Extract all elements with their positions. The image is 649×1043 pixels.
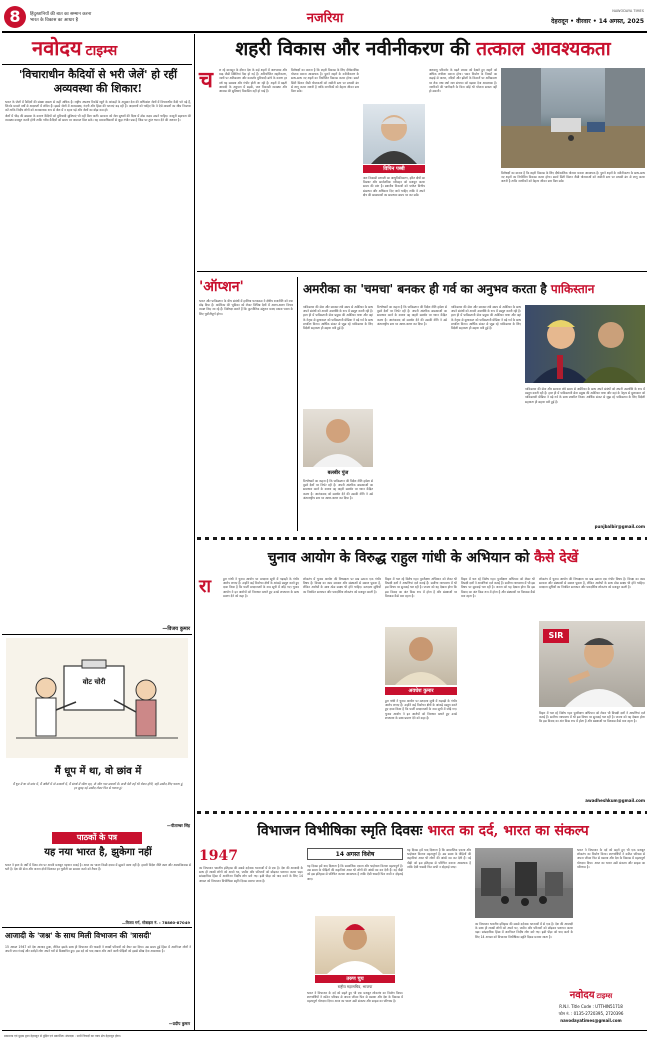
author-portrait bbox=[385, 627, 457, 685]
footer-logo bbox=[536, 990, 646, 1002]
rahul-photo bbox=[539, 621, 645, 707]
author-photo-vipin bbox=[363, 104, 425, 164]
letters-heading: पाठकों के पत्र bbox=[52, 832, 142, 844]
azadi-top-rule bbox=[2, 927, 192, 928]
azadi-text: 15 अगस्त 1947 को देश आजाद हुआ, लेकिन इसके साथ ही विभाजन की त्रासदी ने लाखों परिवारों को बेघर कर दिया। उस समय हुई हिंसा में अनगिनत लोगों ने अपनी जान गंवाई और करोड़ों लोग अपने घरों से विस्थापित हुए। इस दर्द को याद रखना और आने वाली पीढ़ियों को इससे सीख देना आवश्यक है। bbox=[5, 945, 191, 954]
rahul-bottom-dots bbox=[197, 811, 647, 814]
poem-title: मैं धूप में था, वो छांव में bbox=[54, 766, 142, 777]
rahul-col-1: हुल गांधी ने चुनाव आयोग पर मतदाता सूची में गड़बड़ी के गंभीर आरोप लगाए हैं। उन्होंने कई निर्वाचन क्षेत्रों के आंकड़े प्रस्तुत करते हुए दावा किया है कि फर्जी मतदाताओं के नाम सूची में जोड़े गए। चुनाव आयोग ने इन आरोपों को निराधार बताते हुए उनसे शपथपत्र के साथ प्रमाण देने को कहा है। bbox=[223, 577, 299, 598]
main-headline-red: तत्काल आवश्यकता bbox=[476, 38, 611, 60]
main-col-2: विशेषज्ञों का मानना है कि शहरी विकास के लिए दीर्घकालिक योजना बनाना आवश्यक है। पुराने शहरों के नवीनीकरण के साथ-साथ नए शहरों का नियोजित विकास करना होगा। स्मार्ट सिटी मिशन जैसी योजनाओं को जमीनी स्तर पर प्रभावी ढंग से लागू करना जरूरी है ताकि नागरिकों को बेहतर जीवन स्तर मिल सके। bbox=[291, 68, 359, 94]
footer-rni: R.N.I. Title Code : UTTHIN51718 bbox=[559, 1004, 623, 1009]
column-logo bbox=[32, 36, 172, 63]
footer-email[interactable]: navodayatimes@gmail.com bbox=[560, 1018, 622, 1023]
header-logo-right: NAWODAYA TIMES bbox=[612, 9, 644, 13]
left-body-1 bbox=[5, 100, 191, 340]
footer-masthead bbox=[536, 990, 646, 1030]
vibhajan-col-2a: यह दिवस हमें याद दिलाता है कि सामाजिक एकता और भाईचारा कितना महत्वपूर्ण है। उस समय के पीड़ितों की कहानियां आज भी लोगों की आंखें नम कर देती हैं। नई पीढ़ी को इस इतिहास से परिचित कराना आवश्यक है ताकि ऐसी त्रासदी फिर कभी न दोहराई जाए। bbox=[307, 864, 403, 881]
vibhajan-col-2b: भारत ने विभाजन के दर्द को सहते हुए भी एक मजबूत लोकतंत्र का निर्माण किया। शरणार्थियों ने कठिन परिश्रम से अपना जीवन फिर से बसाया और देश के विकास में महत्वपूर्ण योगदान दिया। आज का भारत उसी संकल्प और साहस का परिणाम है। bbox=[307, 991, 403, 1004]
vibhajan-col-4: का विभाजन भारतीय इतिहास की सबसे दर्दनाक घटनाओं में से एक है। देश की आजादी के साथ ही लाखों लोगों को अपने घर, जमीन और परिजनों को छोड़कर पलायन करना पड़ा। सांप्रदायिक हिंसा में अनगिनत निर्दोष लोग मारे गए। इसी पीड़ा को याद करने के लिए 14 अगस्त को विभाजन विभीषिका स्मृति दिवस मनाया जाता है। bbox=[475, 922, 573, 939]
rahul-article bbox=[197, 543, 647, 808]
vibhajan-tag: 14 अगस्त विशेष bbox=[307, 848, 403, 860]
left-byline: —विजय कुमार bbox=[162, 626, 190, 632]
author-name-awadhesh: अवधेश कुमार bbox=[385, 687, 457, 695]
vibhajan-headline-red: भारत का दर्द, भारत का संकल्प bbox=[427, 823, 589, 839]
left-body-2-text: जेलों में भीड़ की समस्या के कारण कैदियों को बुनियादी सुविधाएं भी नहीं मिल पातीं। सरकार को जेल सुधारों की दिशा में ठोस कदम उठाने चाहिए। कानूनी सहायता की व्यवस्था मजबूत करनी होगी ताकि गरीब कैदियों को समय पर जमानत मिल सके। यह मानवाधिकारों से जुड़ा गंभीर प्रश्न है जिस पर तुरंत ध्यान देने की जरूरत है। bbox=[5, 113, 191, 122]
rahul-headline-red: कैसे देखें bbox=[534, 550, 579, 566]
flood-photo bbox=[501, 68, 645, 168]
page-header bbox=[0, 0, 649, 32]
left-column bbox=[2, 34, 192, 1039]
header-tagline-2: भारत के विकास का आधार है bbox=[30, 18, 79, 23]
author-photo-awadhesh bbox=[385, 627, 457, 685]
header-rule bbox=[2, 31, 647, 33]
azadi-title: आजादी के 'जश्न' के साथ मिली विभाजन की 'त्रासदी' bbox=[5, 931, 152, 940]
letters-title: यह नया भारत है, झुकेगा नहीं bbox=[44, 847, 152, 858]
vibhajan-year: 1947 bbox=[199, 848, 238, 864]
rahul-dropcap: रा bbox=[199, 576, 212, 597]
page-number: 8 bbox=[9, 7, 21, 26]
america-headline-red: पाकिस्तान bbox=[550, 282, 595, 296]
aapsh-label: 'ऑप्शन' bbox=[199, 279, 244, 295]
sir-badge: SIR bbox=[543, 629, 569, 643]
leaders-scene bbox=[525, 305, 645, 383]
rahul-col-5b: बिहार में चल रहे विशेष गहन पुनरीक्षण अभियान को लेकर भी विपक्षी दलों ने आपत्तियां दर्ज कराई हैं। सर्वोच्च न्यायालय में भी इस विषय पर सुनवाई चल रही है। जनता को यह देखना होगा कि इस विवाद का अंत किस रूप में होता है और संस्थाओं पर विश्वास कैसे बना रहता है। bbox=[539, 711, 645, 724]
author-name-vipin: विपिन पब्बी bbox=[363, 165, 425, 173]
cartoon-label: वोट चोरी bbox=[82, 678, 106, 686]
footer-credits: प्रकाशक एवं मुद्रक द्वारा देहरादून से मुद्रित एवं प्रकाशित। संपादक : सभी विवादों का न्याय क्षेत्र देहरादून होगा। bbox=[4, 1034, 122, 1038]
poem-byline: —पीताम्बर सिंह bbox=[166, 823, 190, 828]
cartoon-drawing bbox=[6, 638, 188, 758]
column-logo-main: नवोदय bbox=[32, 36, 82, 60]
flood-scene bbox=[501, 68, 645, 168]
vibhajan-col-1: का विभाजन भारतीय इतिहास की सबसे दर्दनाक घटनाओं में से एक है। देश की आजादी के साथ ही लाखों लोगों को अपने घर, जमीन और परिजनों को छोड़कर पलायन करना पड़ा। सांप्रदायिक हिंसा में अनगिनत निर्दोष लोग मारे गए। इसी पीड़ा को याद करने के लिए 14 अगस्त को विभाजन विभीषिका स्मृति दिवस मनाया जाता है। bbox=[199, 866, 303, 883]
azadi-byline: —प्रदीप कुमार bbox=[168, 1021, 190, 1026]
america-headline bbox=[303, 277, 647, 301]
author-portrait bbox=[363, 104, 425, 164]
rahul-headline bbox=[201, 545, 645, 571]
left-headline: 'विचाराधीन कैदियों से भरी जेलें' हो रहीं अव्यवस्था की शिकार! bbox=[19, 68, 177, 95]
section-label: नजरिया bbox=[306, 11, 344, 26]
america-col-2: विश्लेषकों का कहना है कि पाकिस्तान की विदेश नीति हमेशा से दूसरे देशों पर निर्भर रही है। अपनी आंतरिक समस्याओं का समाधान करने के बजाय वह बाहरी समर्थन पर ध्यान केंद्रित करता है। आतंकवाद को समर्थन देने की उसकी नीति ने उसे अंतरराष्ट्रीय स्तर पर अलग-थलग कर दिया है। bbox=[377, 305, 447, 326]
america-col-4 bbox=[525, 387, 645, 523]
author-photo-balbir bbox=[303, 409, 373, 467]
main-col-3: जल निकासी प्रणाली का आधुनिकीकरण, हरित क्षेत्रों का विस्तार और सार्वजनिक परिवहन को मजबूत करना समय की मांग है। स्थानीय निकायों को पर्याप्त वित्तीय संसाधन और अधिकार दिए जाने चाहिए ताकि वे अपने क्षेत्र की समस्याओं का समाधान समय पर कर सकें। bbox=[363, 176, 425, 197]
footer-phone: फोन नं. : 0135-2720395, 2720396 bbox=[558, 1011, 624, 1016]
main-article-bottom-rule bbox=[197, 271, 647, 272]
america-article bbox=[197, 273, 647, 535]
author-name-tarun: तरुण चुघ bbox=[315, 975, 395, 983]
aapsh-box bbox=[199, 277, 293, 531]
main-article bbox=[197, 34, 647, 270]
main-col-1: ल रहे मानसून के दौरान देश के कई शहरों में जलभराव और बाढ़ जैसी स्थितियां पैदा हो गई हैं। अनियोजित शहरीकरण, नालों पर अतिक्रमण और कमजोर बुनियादी ढांचे के कारण हर वर्ष यह समस्या और गंभीर होती जा रही है। शहरों में बढ़ती आबादी के अनुपात में सड़कें, जल निकासी व्यवस्था और आवास की सुविधाएं विकसित नहीं हो पाई हैं। bbox=[219, 68, 287, 94]
main-col-5-text: विशेषज्ञों का मानना है कि शहरी विकास के लिए दीर्घकालिक योजना बनाना आवश्यक है। पुराने शहरों के नवीनीकरण के साथ-साथ नए शहरों का नियोजित विकास करना होगा। स्मार्ट सिटी मिशन जैसी योजनाओं को जमीनी स्तर पर प्रभावी ढंग से लागू करना जरूरी है ताकि नागरिकों को बेहतर जीवन स्तर मिल सके। bbox=[501, 171, 645, 184]
author-name-balbir: बलबीर पुंज bbox=[327, 470, 349, 476]
footer-logo-main: नवोदय bbox=[569, 990, 595, 1001]
left-body-1-text: भारत के जेलों में कैदियों की संख्या क्षमता से कहीं अधिक है। राष्ट्रीय अपराध रिकॉर्ड ब्यूरो के आंकड़ों के अनुसार देश की अधिकांश जेलों में विचाराधीन कैदी भरे पड़े हैं, जिनके मामले वर्षों से अदालतों में लंबित हैं। इससे जेलों में अव्यवस्था, गंदगी और हिंसा की घटनाएं बढ़ रही हैं। अदालतों को चाहिए कि वे ऐसे मामलों का शीघ्र निपटारा करें ताकि निर्दोष लोगों को अनावश्यक रूप से जेल में न रहना पड़े और जेलों का बोझ कम हो। bbox=[5, 100, 191, 113]
main-dropcap: च bbox=[199, 67, 213, 93]
america-col-4-text: पाकिस्तान की सेना और सरकार लंबे समय से अमेरिका के साथ अपने संबंधों को अपनी उपलब्धि के रूप में प्रस्तुत करती रही है। हाल ही में पाकिस्तानी सेना प्रमुख की अमेरिका यात्रा और वहां के नेतृत्व से मुलाकात को पाकिस्तानी मीडिया ने बड़े गर्व के साथ प्रचारित किया। आर्थिक संकट से जूझ रहे पाकिस्तान के लिए विदेशी सहायता ही सहारा बनी हुई है। bbox=[525, 387, 645, 404]
rahul-col-3a: बिहार में चल रहे विशेष गहन पुनरीक्षण अभियान को लेकर भी विपक्षी दलों ने आपत्तियां दर्ज कराई हैं। सर्वोच्च न्यायालय में भी इस विषय पर सुनवाई चल रही है। जनता को यह देखना होगा कि इस विवाद का अंत किस रूप में होता है और संस्थाओं पर विश्वास कैसे बना रहता है। bbox=[385, 577, 457, 598]
partition-photo bbox=[475, 848, 573, 918]
left-column-divider bbox=[194, 34, 195, 1030]
main-col-5 bbox=[501, 171, 645, 268]
letters-byline: —विजय गर्ग, मोबाइल नं. : 78860-87049 bbox=[121, 920, 190, 925]
main-col-4: जलवायु परिवर्तन के बढ़ते प्रभाव को देखते हुए शहरों को अधिक लचीला बनाना होगा। भवन निर्माण के नियमों का कड़ाई से पालन, नदियों और झीलों के किनारों पर अतिक्रमण पर रोक तथा वर्षा जल संचयन को बढ़ावा देना आवश्यक है। नागरिकों की भागीदारी के बिना कोई भी योजना सफल नहीं हो सकती। bbox=[429, 68, 497, 94]
cartoon bbox=[6, 638, 188, 758]
author-portrait bbox=[315, 916, 395, 974]
logo-rule bbox=[2, 64, 192, 65]
column-logo-suffix: टाइम्स bbox=[85, 43, 118, 59]
aapsh-text: भारत और पाकिस्तान के बीच संबंधों में हालिया घटनाक्रम ने क्षेत्रीय राजनीति को नया मोड़ दिया है। अमेरिका की भूमिका को लेकर विभिन्न देशों में अलग-अलग विचार व्यक्त किए जा रहे हैं। विशेषज्ञ मानते हैं कि कूटनीतिक संतुलन बनाए रखना भारत के लिए चुनौतीपूर्ण होगा। bbox=[199, 299, 293, 316]
america-headline-black: अमरीका का 'चमचा' बनकर ही गर्व का अनुभव करता है bbox=[303, 282, 547, 296]
aapsh-divider bbox=[297, 277, 298, 531]
cartoon-top-rule bbox=[2, 634, 192, 635]
header-tagline-1: हिंदुस्तानियों की बात का सम्मान करना bbox=[30, 12, 92, 17]
vibhajan-headline bbox=[201, 818, 645, 844]
letters-text: भारत ने हाल के वर्षों में विश्व मंच पर अपनी मजबूत पहचान बनाई है। आज का भारत किसी दबाव में झुकने वाला नहीं है। हमारी विदेश नीति स्पष्ट और आत्मविश्वास से भरी है। देश की सेना और जनता दोनों मिलकर हर चुनौती का सामना करने को तैयार हैं। bbox=[5, 863, 191, 872]
footer bbox=[2, 1031, 647, 1043]
america-col-1: पाकिस्तान की सेना और सरकार लंबे समय से अमेरिका के साथ अपने संबंधों को अपनी उपलब्धि के रूप में प्रस्तुत करती रही है। हाल ही में पाकिस्तानी सेना प्रमुख की अमेरिका यात्रा और वहां के नेतृत्व से मुलाकात को पाकिस्तानी मीडिया ने बड़े गर्व के साथ प्रचारित किया। आर्थिक संकट से जूझ रहे पाकिस्तान के लिए विदेशी सहायता ही सहारा बनी हुई है। bbox=[303, 305, 373, 331]
vibhajan-headline-black: विभाजन विभीषिका स्मृति दिवसः bbox=[257, 823, 423, 839]
dateline: देहरादून • वीरवार • 14 अगस्त, 2025 bbox=[551, 18, 644, 25]
rahul-col-4: बिहार में चल रहे विशेष गहन पुनरीक्षण अभियान को लेकर भी विपक्षी दलों ने आपत्तियां दर्ज कराई हैं। सर्वोच्च न्यायालय में भी इस विषय पर सुनवाई चल रही है। जनता को यह देखना होगा कि इस विवाद का अंत किस रूप में होता है और संस्थाओं पर विश्वास कैसे बना रहता है। bbox=[461, 577, 535, 598]
rahul-email[interactable]: awadheshkum@gmail.com bbox=[585, 798, 645, 803]
america-col-3: पाकिस्तान की सेना और सरकार लंबे समय से अमेरिका के साथ अपने संबंधों को अपनी उपलब्धि के रूप में प्रस्तुत करती रही है। हाल ही में पाकिस्तानी सेना प्रमुख की अमेरिका यात्रा और वहां के नेतृत्व से मुलाकात को पाकिस्तानी मीडिया ने बड़े गर्व के साथ प्रचारित किया। आर्थिक संकट से जूझ रहे पाकिस्तान के लिए विदेशी सहायता ही सहारा बनी हुई है। bbox=[451, 305, 521, 331]
footer-logo-suffix: टाइम्स bbox=[596, 991, 613, 1000]
rahul-col-2: लोकतंत्र में चुनाव आयोग की निष्पक्षता पर प्रश्न उठाना एक गंभीर विषय है। विपक्ष का काम सरकार और संस्थाओं से सवाल पूछना है, लेकिन आरोपों के साथ ठोस साक्ष्य भी होने चाहिए। मतदाता सूचियों का नियमित सत्यापन और पारदर्शिता लोकतंत्र को मजबूत करती है। bbox=[303, 577, 381, 594]
america-col-1b: विश्लेषकों का कहना है कि पाकिस्तान की विदेश नीति हमेशा से दूसरे देशों पर निर्भर रही है। अपनी आंतरिक समस्याओं का समाधान करने के बजाय वह बाहरी समर्थन पर ध्यान केंद्रित करता है। आतंकवाद को समर्थन देने की उसकी नीति ने उसे अंतरराष्ट्रीय स्तर पर अलग-थलग कर दिया है। bbox=[303, 479, 373, 500]
rahul-col-5a: लोकतंत्र में चुनाव आयोग की निष्पक्षता पर प्रश्न उठाना एक गंभीर विषय है। विपक्ष का काम सरकार और संस्थाओं से सवाल पूछना है, लेकिन आरोपों के साथ ठोस साक्ष्य भी होने चाहिए। मतदाता सूचियों का नियमित सत्यापन और पारदर्शिता लोकतंत्र को मजबूत करती है। bbox=[539, 577, 645, 590]
poem-text: मैं धूप में था वो छांव में, मैं अंधेरों में वो उजालों में, मैं संघर्ष में जीता रहा, वो जीत गया सवालों में। कभी मेरी राहें भी रोशन होंगी, यही उम्मीद लिए चलता हूं, हर सुबह नई उम्मीद लेकर फिर से चलता हूं। bbox=[12, 782, 184, 791]
author-photo-tarun bbox=[315, 916, 395, 974]
author-role-tarun: राष्ट्रीय महासचिव, भाजपा bbox=[337, 984, 373, 989]
vibhajan-col-5: भारत ने विभाजन के दर्द को सहते हुए भी एक मजबूत लोकतंत्र का निर्माण किया। शरणार्थियों ने कठिन परिश्रम से अपना जीवन फिर से बसाया और देश के विकास में महत्वपूर्ण योगदान दिया। आज का भारत उसी संकल्प और साहस का परिणाम है। bbox=[577, 848, 645, 869]
america-bottom-dots bbox=[197, 537, 647, 540]
rahul-col-3b: हुल गांधी ने चुनाव आयोग पर मतदाता सूची में गड़बड़ी के गंभीर आरोप लगाए हैं। उन्होंने कई निर्वाचन क्षेत्रों के आंकड़े प्रस्तुत करते हुए दावा किया है कि फर्जी मतदाताओं के नाम सूची में जोड़े गए। चुनाव आयोग ने इन आरोपों को निराधार बताते हुए उनसे शपथपत्र के साथ प्रमाण देने को कहा है। bbox=[385, 699, 457, 720]
main-headline-black: शहरी विकास और नवीनीकरण की bbox=[235, 38, 470, 60]
trump-munir-photo bbox=[525, 305, 645, 383]
partition-scene bbox=[475, 848, 573, 918]
main-headline bbox=[201, 36, 645, 62]
rahul-headline-black: चुनाव आयोग के विरुद्ध राहुल गांधी के अभियान को bbox=[267, 550, 530, 566]
america-email[interactable]: punjbalbir@gmail.com bbox=[594, 524, 645, 529]
vibhajan-col-3: यह दिवस हमें याद दिलाता है कि सामाजिक एकता और भाईचारा कितना महत्वपूर्ण है। उस समय के पीड़ितों की कहानियां आज भी लोगों की आंखें नम कर देती हैं। नई पीढ़ी को इस इतिहास से परिचित कराना आवश्यक है ताकि ऐसी त्रासदी फिर कभी न दोहराई जाए। bbox=[407, 848, 471, 869]
author-portrait bbox=[303, 409, 373, 467]
